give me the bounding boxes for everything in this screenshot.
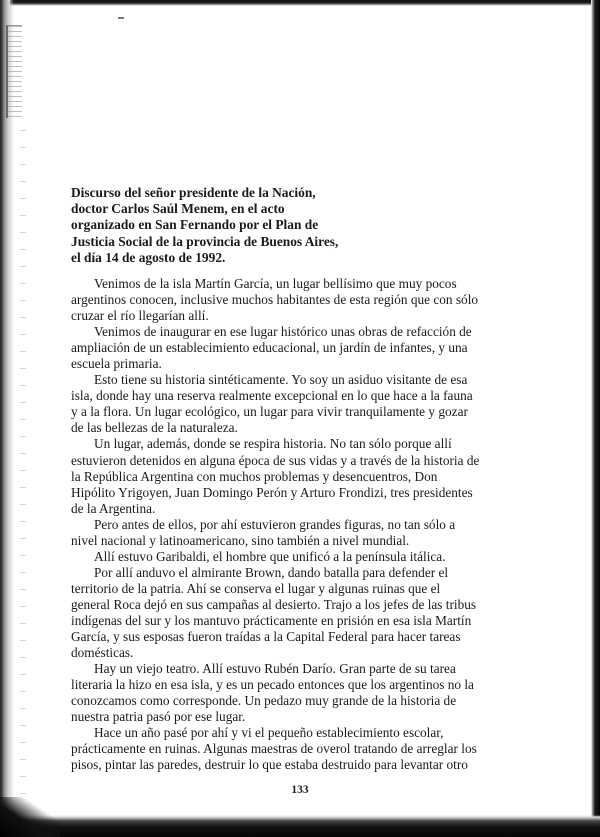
text-line: territorio de la patria. Ahí se conserva el lugar y algunas ruinas que el <box>71 580 441 596</box>
text-line: y a la flora. Un lugar ecológico, un lugar para vivir tranquilamente y gozar <box>71 404 468 420</box>
scan-edge-top <box>10 0 600 6</box>
text-line: Pero antes de ellos, por ahí estuvieron grandes figuras, no tan sólo a <box>94 516 456 532</box>
text-line: Esto tiene su historia sintéticamente. Yo soy un asiduo visitante de esa <box>94 372 468 388</box>
paragraph <box>71 517 531 549</box>
heading-line: doctor Carlos Saúl Menem, en el acto <box>71 201 285 217</box>
paragraph <box>71 549 531 565</box>
heading-line: Justicia Social de la provincia de Buenos Aires, <box>71 233 339 249</box>
scan-corner <box>0 797 60 837</box>
text-line: pisos, pintar las paredes, destruir lo que estaba destruido para levantar otro <box>71 757 468 773</box>
text-line: Hay un viejo teatro. Allí estuvo Rubén Darío. Gran parte de su tarea <box>94 661 456 677</box>
paragraph <box>71 661 531 725</box>
paragraph <box>71 276 531 324</box>
heading-line: Discurso del señor presidente de la Nación, <box>71 185 316 200</box>
text-line: Venimos de inaugurar en ese lugar histórico unas obras de refacción de <box>94 324 472 340</box>
text-line: Por allí anduvo el almirante Brown, dando batalla para defender el <box>94 564 449 580</box>
text-line: isla, donde hay una reserva realmente excepcional en lo que hace a la fauna <box>71 388 473 404</box>
text-line: cruzar el río llegarían allí. <box>71 308 209 324</box>
heading-line: organizado en San Fernando por el Plan de <box>71 217 319 233</box>
paragraph <box>71 565 531 661</box>
text-line: indígenas del sur y los mantuvo prácticamente en prisión en esa isla Martín <box>71 612 472 628</box>
text-line: Un lugar, además, donde se respira historia. No tan sólo porque allí <box>94 436 452 452</box>
text-line: prácticamente en ruinas. Algunas maestras de overol tratando de arreglar los <box>71 741 477 757</box>
paragraph <box>71 372 531 436</box>
page-number: 133 <box>291 784 309 796</box>
scan-dash <box>118 17 124 19</box>
speech-body <box>71 276 531 773</box>
text-line: argentinos conocen, inclusive muchos habitantes de esta región que con sólo <box>71 292 479 308</box>
text-line: de las bellezas de la naturaleza. <box>71 420 238 436</box>
text-line: conozcamos como corresponde. Un pedazo muy grande de la historia de <box>71 693 457 709</box>
paragraph <box>71 725 531 773</box>
text-line: Hace un año pasé por ahí y vi el pequeño establecimiento escolar, <box>94 725 444 741</box>
speech-heading <box>71 185 511 266</box>
text-line: estuvieron detenidos en alguna época de sus vidas y a través de la historia de <box>71 452 480 468</box>
heading-line: el día 14 de agosto de 1992. <box>71 249 226 265</box>
paragraph <box>71 324 531 372</box>
text-line: nivel nacional y latinoamericano, sino también a nivel mundial. <box>71 532 410 548</box>
text-line: Venimos de la isla Martín García, un lugar bellísimo que muy pocos <box>94 276 457 291</box>
text-line: ampliación de un establecimiento educacional, un jardín de infantes, y una <box>71 340 468 356</box>
text-line: Hipólito Yrigoyen, Juan Domingo Perón y Arturo Frondizi, tres presidentes <box>71 484 473 500</box>
text-line: nuestra patria pasó por ese lugar. <box>71 709 246 725</box>
text-line: general Roca dejó en sus campañas al desierto. Trajo a los jefes de las tribus <box>71 596 477 612</box>
text-line: de la Argentina. <box>71 500 156 516</box>
text-line: Allí estuvo Garibaldi, el hombre que unificó a la península itálica. <box>94 548 446 564</box>
text-line: García, y sus esposas fueron traídas a la Capital Federal para hacer tareas <box>71 629 461 645</box>
scan-edge-right <box>591 0 600 837</box>
text-line: literaria la hizo en esa isla, y es un pecado entonces que los argentinos no la <box>71 677 474 693</box>
paragraph <box>71 436 531 516</box>
text-line: domésticas. <box>71 645 134 661</box>
scan-specks <box>20 130 26 810</box>
text-line: la República Argentina con muchos problemas y desencuentros, Don <box>71 468 438 484</box>
binding-mark <box>6 25 22 118</box>
scan-edge-bottom <box>0 815 600 837</box>
text-line: escuela primaria. <box>71 356 162 372</box>
